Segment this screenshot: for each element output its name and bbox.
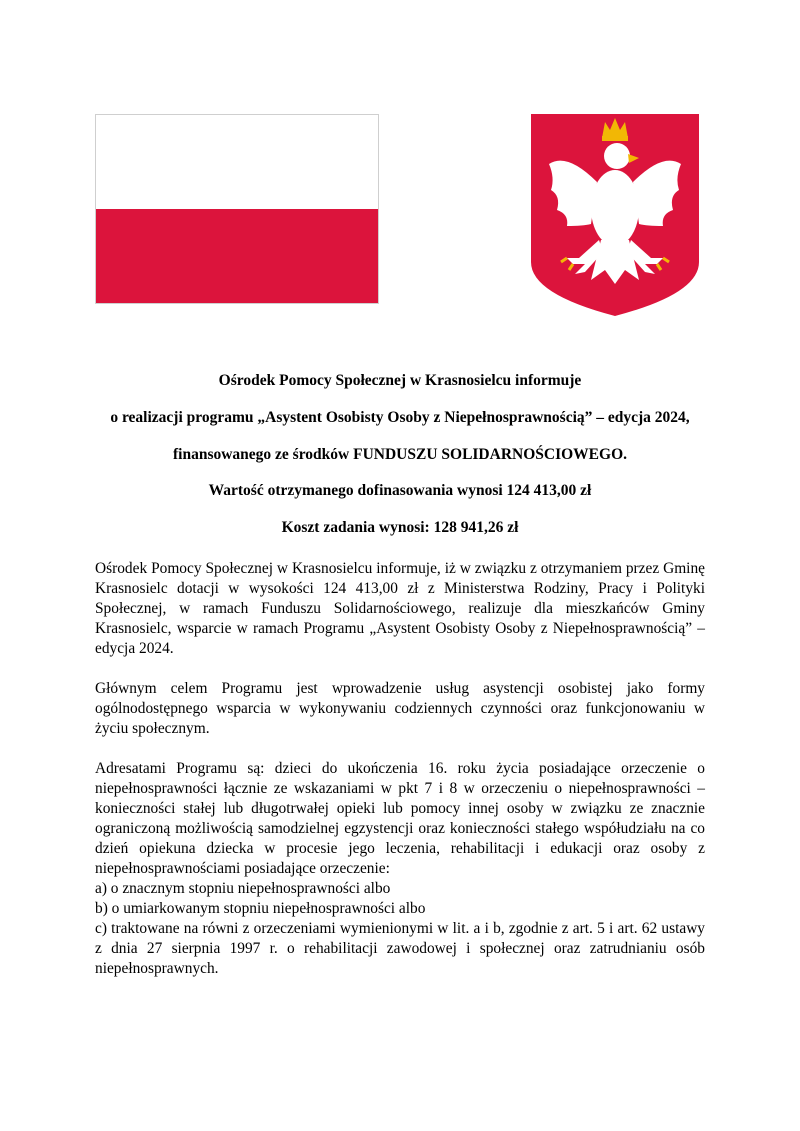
list-item: b) o umiarkowanym stopniu niepełnosprawności albo: [95, 900, 426, 917]
eligibility-list: [95, 879, 705, 979]
white-eagle-coat-of-arms-icon: [527, 112, 703, 318]
heading-line: finansowanego ze środków FUNDUSZU SOLIDARNOŚCIOWEGO.: [172, 445, 627, 463]
heading-line: Koszt zadania wynosi: 128 941,26 zł: [281, 519, 519, 537]
heading-line: Wartość otrzymanego dofinasowania wynosi 124 413,00 zł: [208, 482, 592, 500]
flag-white-band: [96, 115, 378, 209]
heading-line: o realizacji programu „Asystent Osobisty Osoby z Niepełnosprawnością” – edycja 2024,: [110, 408, 690, 426]
body-paragraph: Głównym celem Programu jest wprowadzenie usług asystencji osobistej jako formy ogólnodostępnego wsparcia w wykonywaniu codziennych czynności oraz funkcjonowaniu w życiu społecznym.: [95, 680, 705, 737]
polish-flag: [95, 114, 379, 304]
emblem-eagle-body: [591, 170, 639, 246]
body-paragraph: Adresatami Programu są: dzieci do ukończenia 16. roku życia posiadające orzeczenie o niepełnosprawności łącznie ze wskazaniami w pkt 7 i 8 w orzeczeniu o niepełnosprawności – konieczności stałej lub długotrwałej opieki lub pomocy innej osoby w związku ze znacznie ograniczoną możliwością samodzielnej egzystencji oraz konieczności stałego współudziału na co dzień opiekuna dziecka w procesie jego leczenia, rehabilitacji i edukacji oraz osoby z niepełnosprawnościami posiadające orzeczenie:: [95, 760, 705, 877]
flag-red-band: [96, 209, 378, 303]
list-item: c) traktowane na równi z orzeczeniami wymienionymi w lit. a i b, zgodnie z art. 5 i art. 62 ustawy z dnia 27 sierpnia 1997 r. o rehabilitacji zawodowej i społecznej oraz zatrudnianiu osób niepełnosprawnych.: [95, 920, 705, 977]
announcement-body: [95, 559, 705, 979]
announcement-headings: [80, 371, 720, 555]
body-paragraph: Ośrodek Pomocy Społecznej w Krasnosielcu informuje, iż w związku z otrzymaniem przez Gminę Krasnosielc dotacji w wysokości 124 413,00 zł z Ministerstwa Rodziny, Pracy i Polityki Społecznej, w ramach Funduszu Solidarnościowego, realizuje dla mieszkańców Gminy Krasnosielc, wsparcie w ramach Programu „Asystent Osobisty Osoby z Niepełnosprawnością” – edycja 2024.: [95, 560, 705, 657]
emblem-eagle-head: [604, 143, 630, 169]
heading-line: Ośrodek Pomocy Społecznej w Krasnosielcu informuje: [218, 372, 582, 389]
list-item: a) o znacznym stopniu niepełnosprawności albo: [95, 880, 391, 897]
